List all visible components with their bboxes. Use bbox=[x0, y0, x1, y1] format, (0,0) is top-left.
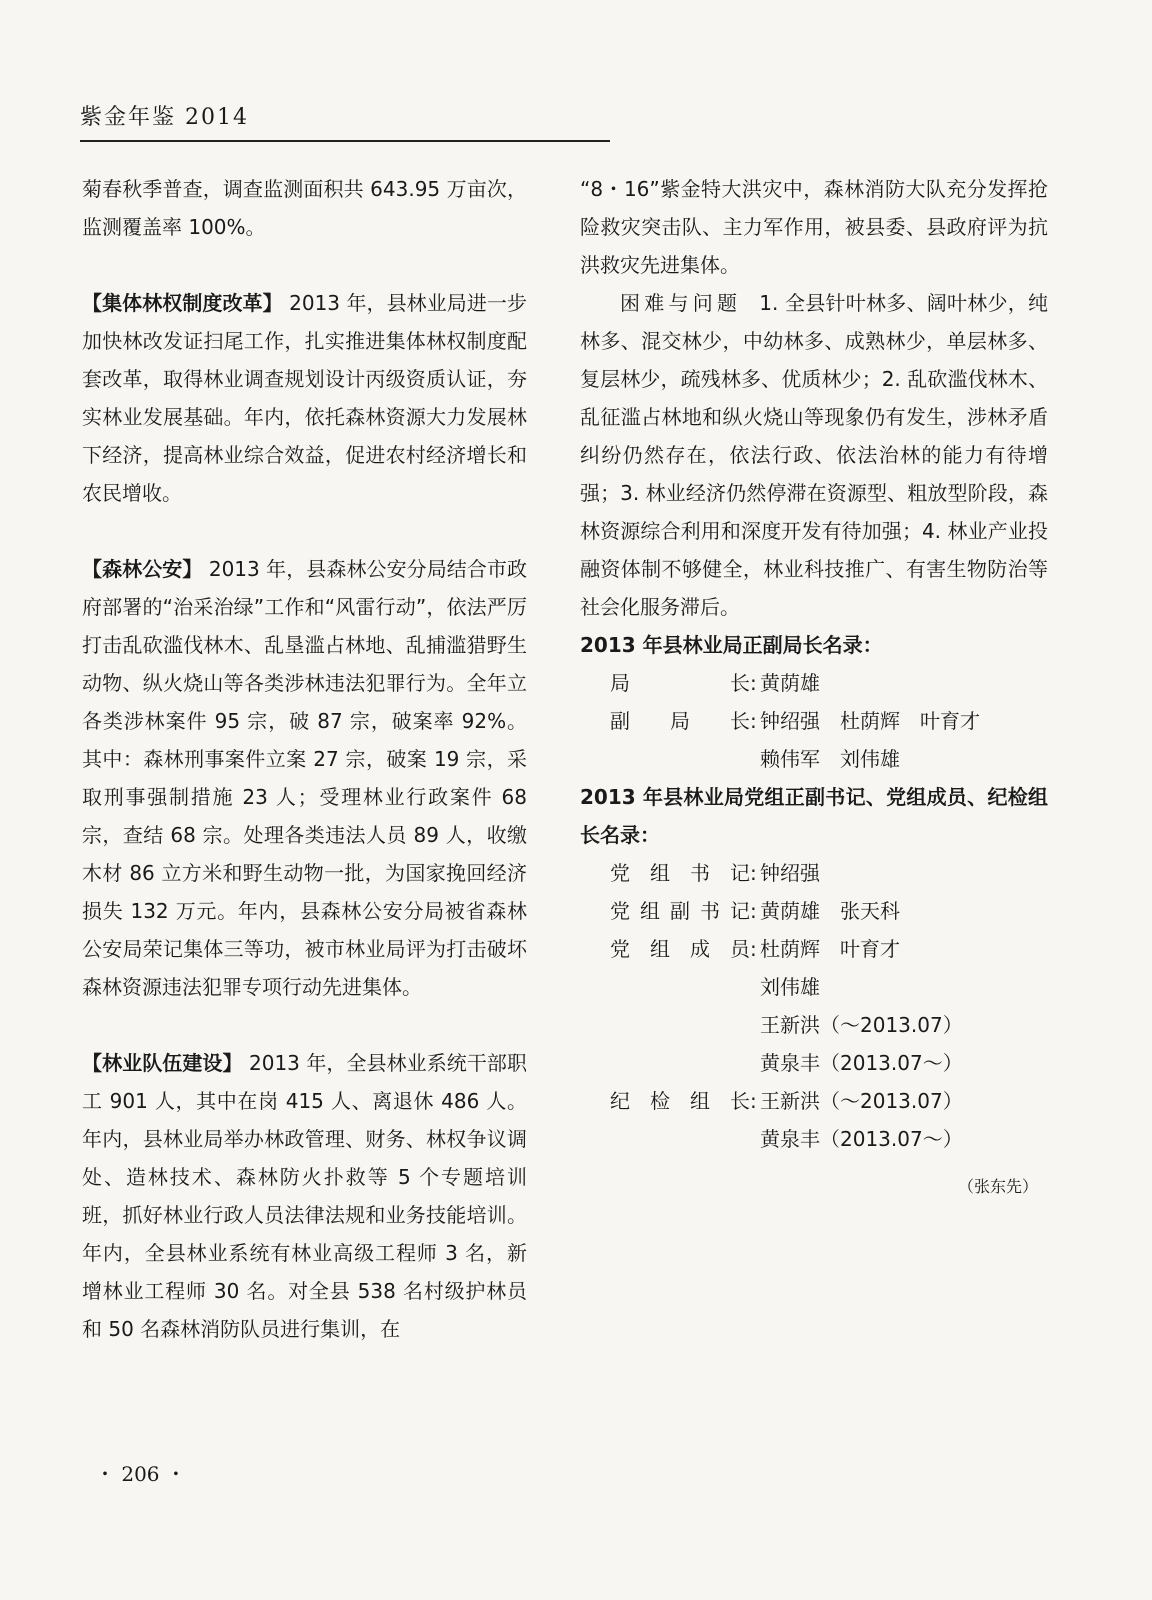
page-number: ・ 206 ・ bbox=[95, 1462, 186, 1486]
roster-names: 钟绍强 杜荫辉 叶育才 bbox=[760, 709, 980, 733]
section-body: 1. 全县针叶林多、阔叶林少，纯林多、混交林少，中幼林多、成熟林少，单层林多、复层林少，疏残林多、优质林少；2. 乱砍滥伐林木、乱征滥占林地和纵火烧山等现象仍有发生，涉林矛盾纠纷仍然存在，依法行政、依法治林的能力有待增强；3. 林业经济仍然停滞在资源型、粗放型阶段，森林资源综合利用和深度开发有待加强；4. 林业产业投融资体制不够健全，林业科技推广、有害生物防治等社会化服务滞后。 bbox=[580, 291, 1048, 619]
roster-row-continuation: 王新洪（～2013.07） bbox=[760, 1013, 963, 1037]
section-forestry-team bbox=[82, 1044, 527, 1348]
paragraph-continuation: 菊春秋季普查，调查监测面积共 643.95 万亩次，监测覆盖率 100%。 bbox=[82, 177, 527, 239]
roster-label: 纪检组长 bbox=[610, 1089, 750, 1113]
roster-names: 杜荫辉 叶育才 bbox=[760, 937, 900, 961]
roster-label: 党组成员 bbox=[610, 937, 750, 961]
roster-names: 王新洪（～2013.07） bbox=[760, 1089, 963, 1113]
section-body: 2013 年，县森林公安分局结合市政府部署的“治采治绿”工作和“风雷行动”，依法严厉打击乱砍滥伐林木、乱垦滥占林地、乱捕滥猎野生动物、纵火烧山等各类涉林违法犯罪行为。全年立各类涉林案件 95 宗，破 87 宗，破案率 92%。其中：森林刑事案件立案 27 宗，破案 19 宗，采取刑事强制措施 23 人；受理林业行政案件 68 宗，查结 68 宗。处理各类违法人员 89 人，收缴木材 86 立方米和野生动物一批，为国家挽回经济损失 132 万元。年内，县森林公安分局被省森林公安局荣记集体三等功，被市林业局评为打击破坏森林资源违法犯罪专项行动先进集体。 bbox=[82, 557, 527, 999]
roster-row-continuation: 黄泉丰（2013.07～） bbox=[760, 1127, 963, 1151]
roster-names: 钟绍强 bbox=[760, 861, 820, 885]
right-column bbox=[580, 170, 1048, 1206]
list-title-party-group: 2013 年县林业局党组正副书记、党组成员、纪检组长名录： bbox=[580, 785, 1048, 847]
roster-label: 党组副书记 bbox=[610, 899, 750, 923]
running-title: 紫金年鉴 2014 bbox=[80, 105, 249, 130]
section-heading: 【林业队伍建设】 bbox=[82, 1051, 243, 1075]
section-heading: 【集体林权制度改革】 bbox=[82, 291, 283, 315]
section-body: 2013 年，全县林业系统干部职工 901 人，其中在岗 415 人、离退休 486 人。年内，县林业局举办林政管理、财务、林权争议调处、造林技术、森林防火扑救等 5 个专题培训班，抓好林业行政人员法律法规和业务技能培训。年内，全县林业系统有林业高级工程师 3 名，新增林业工程师 30 名。对全县 538 名村级护林员和 50 名森林消防队员进行集训，在 bbox=[82, 1051, 528, 1341]
roster-names: 黄荫雄 张天科 bbox=[760, 899, 900, 923]
roster-row: 副局长 : 钟绍强 杜荫辉 叶育才 bbox=[580, 702, 1048, 740]
paragraph-continuation: “8・16”紫金特大洪灾中，森林消防大队充分发挥抢险救灾突击队、主力军作用，被县委、县政府评为抗洪救灾先进集体。 bbox=[580, 177, 1048, 277]
author-credit: （张东先） bbox=[957, 1177, 1038, 1196]
section-forest-police bbox=[82, 550, 527, 1006]
roster-row-continuation: 黄泉丰（2013.07～） bbox=[760, 1051, 963, 1075]
section-heading: 【森林公安】 bbox=[82, 557, 203, 581]
sub-heading: 困难与问题 bbox=[620, 291, 742, 315]
roster-label: 党组书记 bbox=[610, 861, 750, 885]
roster-row-continuation: 赖伟军 刘伟雄 bbox=[760, 747, 900, 771]
header-divider bbox=[80, 140, 610, 142]
roster-row: 党组书记 : 钟绍强 bbox=[580, 854, 1048, 892]
roster-row: 党组成员 : 杜荫辉 叶育才 bbox=[580, 930, 1048, 968]
section-problems bbox=[580, 284, 1048, 626]
left-column bbox=[82, 170, 527, 1348]
roster-row: 党组副书记 : 黄荫雄 张天科 bbox=[580, 892, 1048, 930]
roster-label: 副局长 bbox=[610, 709, 750, 733]
roster-row: 纪检组长 : 王新洪（～2013.07） bbox=[580, 1082, 1048, 1120]
roster-row: 局长 : 黄荫雄 bbox=[580, 664, 1048, 702]
roster-label: 局长 bbox=[610, 671, 750, 695]
roster-names: 黄荫雄 bbox=[760, 671, 820, 695]
section-body: 2013 年，县林业局进一步加快林改发证扫尾工作，扎实推进集体林权制度配套改革，取得林业调查规划设计丙级资质认证，夯实林业发展基础。年内，依托森林资源大力发展林下经济，提高林业综合效益，促进农村经济增长和农民增收。 bbox=[82, 291, 527, 505]
list-title-directors: 2013 年县林业局正副局长名录： bbox=[580, 633, 883, 657]
section-collective-forest-reform bbox=[82, 284, 527, 512]
roster-row-continuation: 刘伟雄 bbox=[760, 975, 820, 999]
